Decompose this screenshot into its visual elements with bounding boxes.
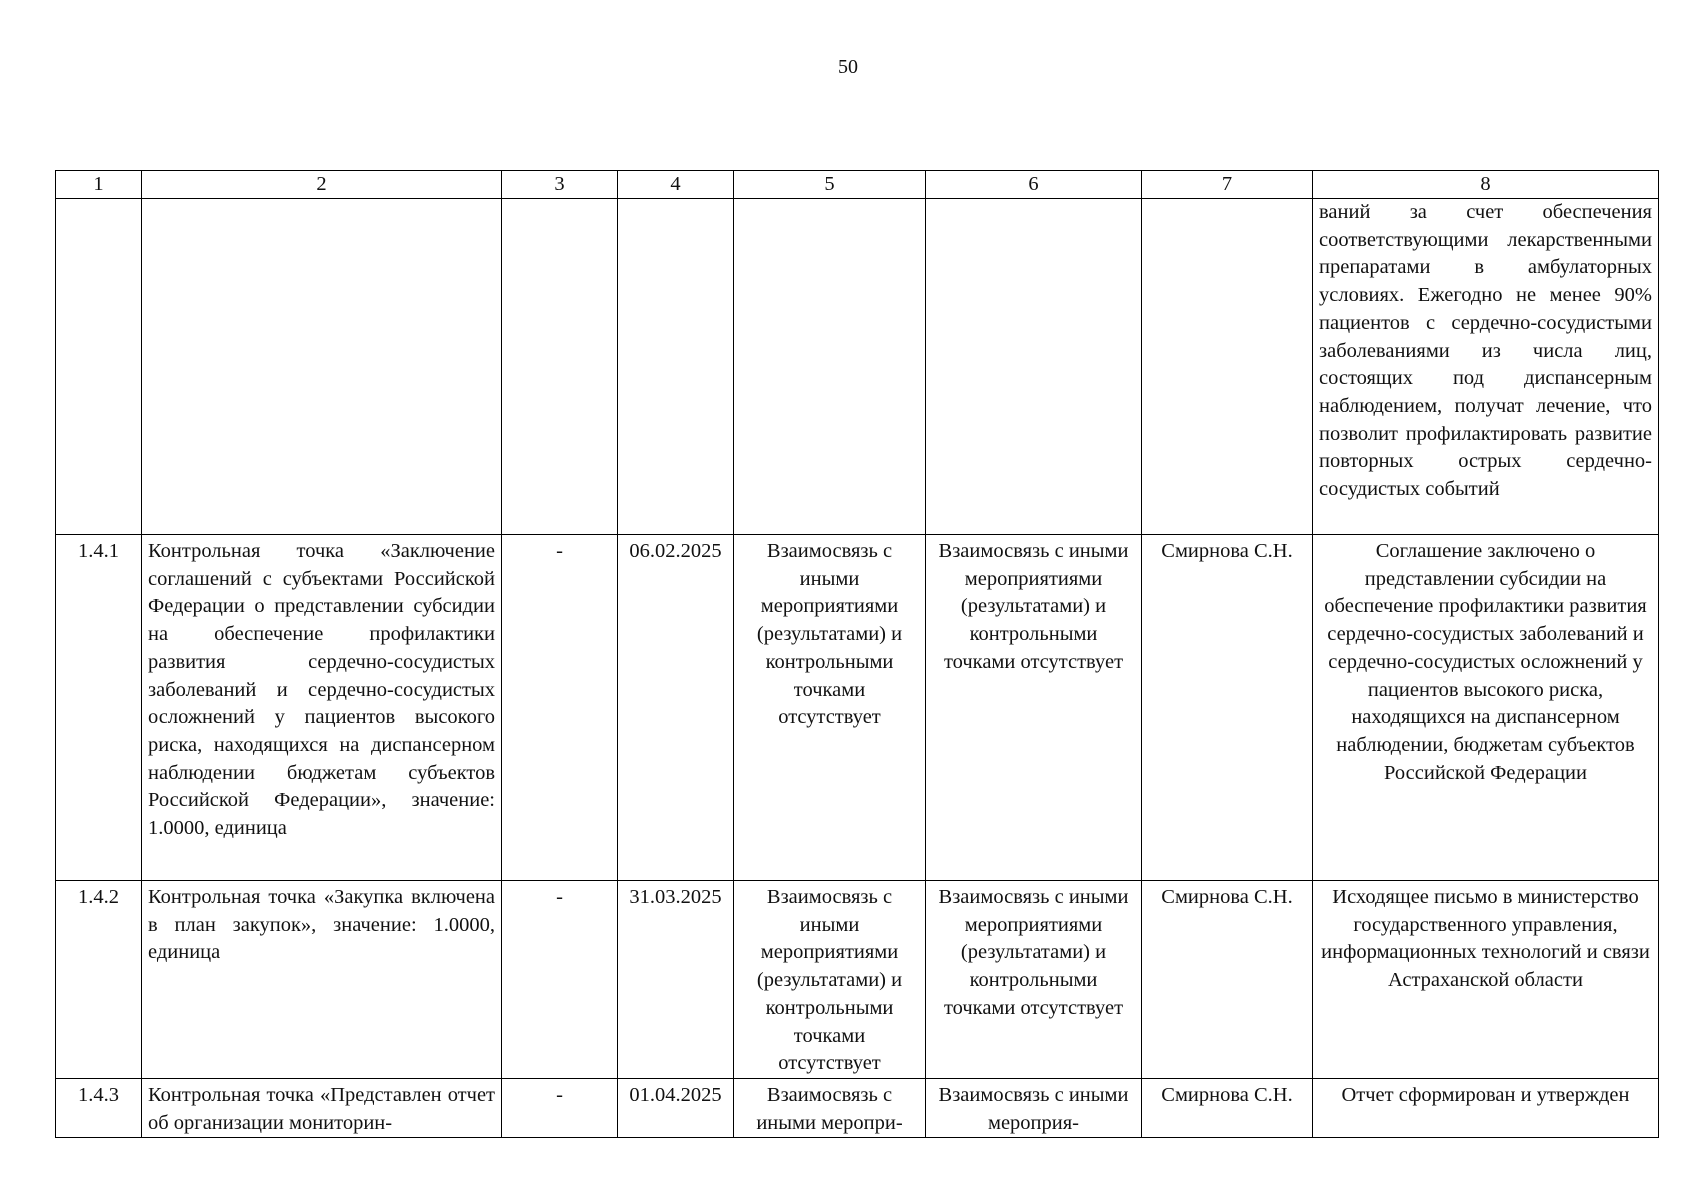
- column-header: 3: [502, 171, 618, 199]
- row-col3-cell: -: [502, 1078, 618, 1137]
- row-date-cell: 06.02.2025: [618, 535, 734, 881]
- row-name-cell: Контрольная точка «Заключение соглашений с субъектами Российской Федерации о представлении субсидии на обеспечение профилактики развития сердечно-сосудистых заболеваний и сердечно-сосудистых осложнений у пациентов высокого риска, находящихся на диспансерном наблюдении бюджетам субъектов Российской Федерации», значение: 1.0000, единица: [142, 535, 502, 881]
- row-col3-cell: -: [502, 881, 618, 1079]
- column-header: 6: [926, 171, 1142, 199]
- row-relation-checkpoints-cell: Взаимосвязь с иными мероприятиями (результатами) и контрольными точками отсутствует: [926, 881, 1142, 1079]
- column-header: 5: [734, 171, 926, 199]
- row-id-cell: 1.4.3: [56, 1078, 142, 1137]
- table-row: [56, 199, 1659, 535]
- row-relation-checkpoints-cell: Взаимосвязь с иными мероприя-: [926, 1078, 1142, 1137]
- page-number: 50: [838, 56, 858, 78]
- column-header: 8: [1313, 171, 1659, 199]
- row-relation-results-cell: Взаимосвязь с иными меропри-: [734, 1078, 926, 1137]
- row-result-cell: Соглашение заключено о представлении субсидии на обеспечение профилактики развития сердечно-сосудистых заболеваний и сердечно-сосудистых осложнений у пациентов высокого риска, находящихся на диспансерном наблюдении, бюджетам субъектов Российской Федерации: [1313, 535, 1659, 881]
- row-id-cell: 1.4.1: [56, 535, 142, 881]
- row-responsible-cell: Смирнова С.Н.: [1142, 1078, 1313, 1137]
- column-header: 4: [618, 171, 734, 199]
- column-header: 7: [1142, 171, 1313, 199]
- row-result-cell: Исходящее письмо в министерство государственного управления, информационных технологий и связи Астраханской области: [1313, 881, 1659, 1079]
- row-col3-cell: [502, 199, 618, 535]
- column-header: 1: [56, 171, 142, 199]
- row-date-cell: [618, 199, 734, 535]
- row-responsible-cell: Смирнова С.Н.: [1142, 881, 1313, 1079]
- row-responsible-cell: [1142, 199, 1313, 535]
- row-relation-results-cell: Взаимосвязь с иными мероприятиями (результатами) и контрольными точками отсутствует: [734, 881, 926, 1079]
- row-id-cell: 1.4.2: [56, 881, 142, 1079]
- row-result-cell: ваний за счет обеспечения соответствующими лекарственными препаратами в амбулаторных условиях. Ежегодно не менее 90% пациентов с сердечно-сосудистыми заболеваниями из числа лиц, состоящих под диспансерным наблюдением, получат лечение, что позволит профилактировать развитие повторных острых сердечно-сосудистых событий: [1313, 199, 1659, 535]
- column-header: 2: [142, 171, 502, 199]
- row-date-cell: 01.04.2025: [618, 1078, 734, 1137]
- row-relation-results-cell: Взаимосвязь с иными мероприятиями (результатами) и контрольными точками отсутствует: [734, 535, 926, 881]
- table-row: [56, 1078, 1659, 1137]
- row-relation-checkpoints-cell: [926, 199, 1142, 535]
- table-row: [56, 535, 1659, 881]
- row-name-cell: [142, 199, 502, 535]
- row-relation-checkpoints-cell: Взаимосвязь с иными мероприятиями (результатами) и контрольными точками отсутствует: [926, 535, 1142, 881]
- row-relation-results-cell: [734, 199, 926, 535]
- row-result-cell: Отчет сформирован и утвержден: [1313, 1078, 1659, 1137]
- row-col3-cell: -: [502, 535, 618, 881]
- row-id-cell: [56, 199, 142, 535]
- row-date-cell: 31.03.2025: [618, 881, 734, 1079]
- schedule-table: [55, 170, 1659, 1138]
- table-header-row: [56, 171, 1659, 199]
- row-name-cell: Контрольная точка «Закупка включена в план закупок», значение: 1.0000, единица: [142, 881, 502, 1079]
- row-name-cell: Контрольная точка «Представлен отчет об организации мониторин-: [142, 1078, 502, 1137]
- table-row: [56, 881, 1659, 1079]
- row-responsible-cell: Смирнова С.Н.: [1142, 535, 1313, 881]
